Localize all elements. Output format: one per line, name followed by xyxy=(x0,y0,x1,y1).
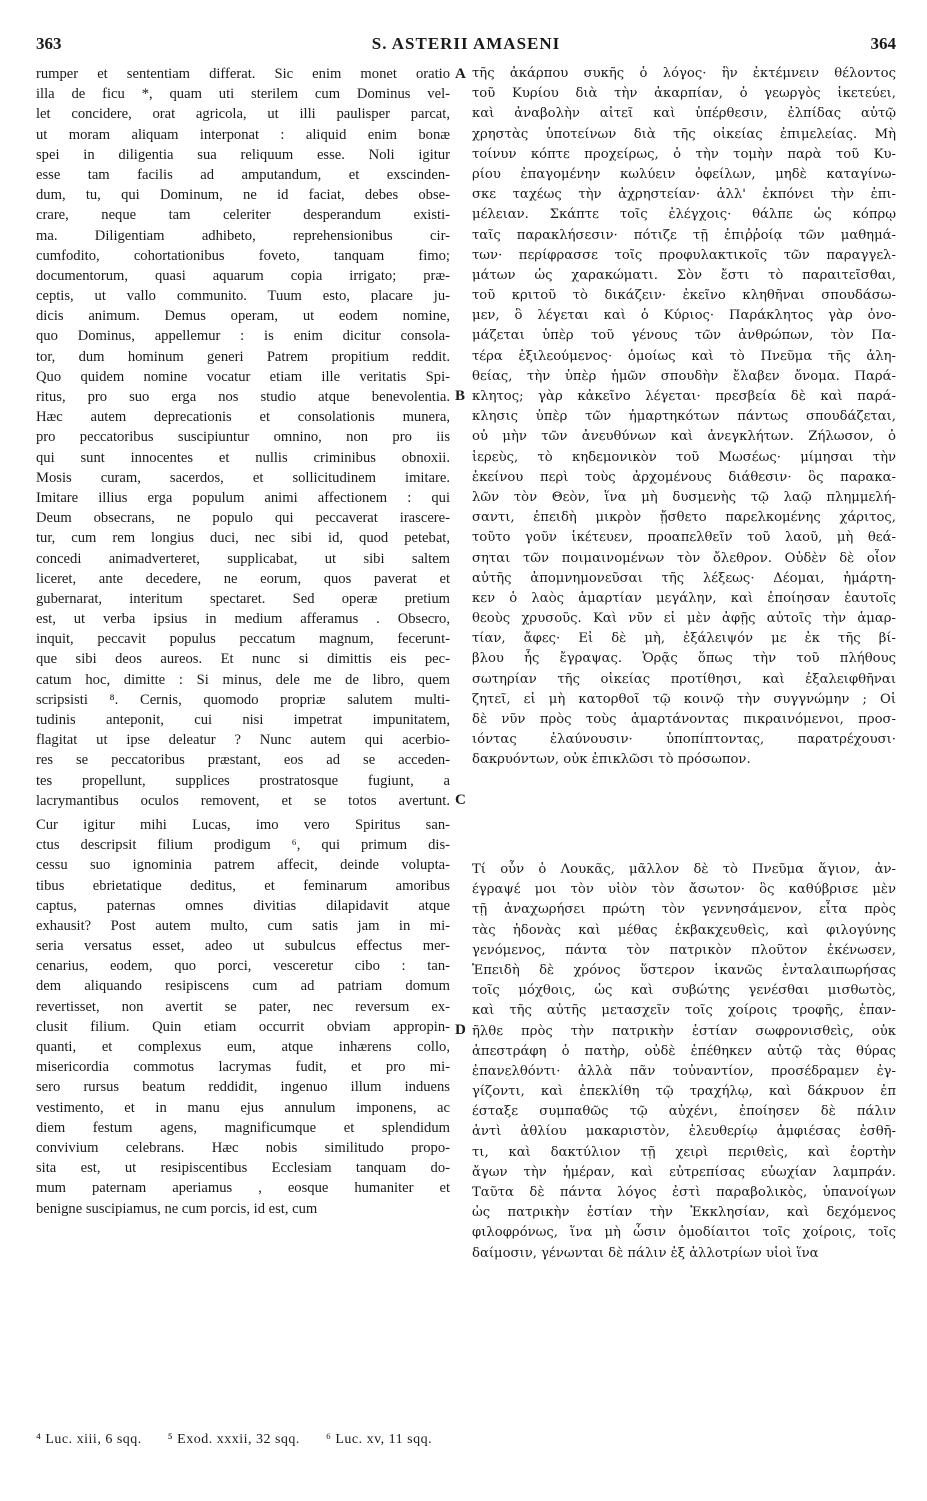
page-header xyxy=(36,30,896,56)
text-line: mum paternam aperiamus , eosque humaniter et xyxy=(36,1180,450,1197)
text-line: crare, neque tam celeriter desperandum existi- xyxy=(36,207,450,224)
greek-column-continued xyxy=(472,860,896,1264)
text-line: σαντι, ἐπειδὴ μικρὸν ᾔσθετο παρελκομένης χάριτος, xyxy=(472,510,896,526)
text-line: κλησις ὑπὲρ τῶν ἡμαρτηκότων πάντως σπουδάζεται, xyxy=(472,409,896,425)
text-line: exhausit? Post autem multo, cum satis jam in mi- xyxy=(36,917,450,934)
text-line: τῇ ἀναχωρήσει πρώτη τὸν γεννησάμενον, εἶτα πρὸς xyxy=(472,902,896,918)
text-line: misericordia commotus lacrymas fudit, et pro mi- xyxy=(36,1059,450,1076)
text-line: των· περίφρασσε τοῖς προφυλακτικοῖς τῶν παραγγελ- xyxy=(472,247,896,263)
text-line: ἀπεστράφη ὁ πατὴρ, οὐδὲ ἐπέθηκεν αὐτῷ τὰς θύρας xyxy=(472,1043,896,1059)
text-line: scripsisti ⁸. Cernis, quomodo propriæ salutem multi- xyxy=(36,691,450,708)
text-line: cenarius, eodem, quo porci, vesceretur cibo : tan- xyxy=(36,958,450,975)
greek-column xyxy=(472,64,896,771)
text-line: καὶ τῆς αὐτῆς μετασχεῖν τοῖς χοίροις τροφῆς, ἐπαν- xyxy=(472,1003,896,1019)
text-line: ρίου ἐπαγομένην κωλύειν ὀφείλων, μηδὲ καταγίνω- xyxy=(472,166,896,182)
text-line: spei in diligentia sua reliquum esse. Noli igitur xyxy=(36,146,450,163)
text-line: ritus, pro suo erga nos studio atque benevolentia. xyxy=(36,389,450,405)
text-line: gubernarat, interitum spectaret. Sed operæ pretium xyxy=(36,590,450,607)
text-line: ἐκείνου περὶ τοὺς ἀρχομένους διάθεσιν· ὃς παρακα- xyxy=(472,469,896,485)
text-line: τι, καὶ δακτύλιον τῇ χειρὶ περιθεὶς, καὶ ἑορτὴν xyxy=(472,1144,896,1160)
text-line: δαίμοσιν, γένωνται δὲ πάλιν ἐξ ἀλλοτρίων υἱοὶ ἵνα xyxy=(472,1245,819,1261)
text-line: cessu suo ignominia patrem affecit, deinde volupta- xyxy=(36,857,450,874)
text-line: Hæc autem deprecationis et consolationis munera, xyxy=(36,409,450,426)
text-line: tibus ebrietatique deditus, et feminarum amoribus xyxy=(36,877,450,894)
text-line: illa de ficu *, quam uti sterilem cum Dominus vel- xyxy=(36,86,450,103)
text-line: quo Dominus, appellemur : is enim dicitur consola- xyxy=(36,328,450,345)
text-line: Quo quidem nomine vocatur etiam ille veritatis Spi- xyxy=(36,368,450,385)
text-line: τοῦ κριτοῦ τὸ δικάζειν· ἐκεῖνο κληθῆναι σπουδάσω- xyxy=(472,288,896,304)
text-line: sero rursus beatum reddidit, ingenuo illum induens xyxy=(36,1079,450,1096)
text-line: δὲ νῦν πρὸς τοὺς ἁμαρτάνοντας πικραινόμενοι, προσ- xyxy=(472,712,896,727)
text-line: τοῦτο γοῦν ἱκέτευεν, προαπελθεῖν τοῦ λαοῦ, μὴ θεά- xyxy=(472,530,896,546)
text-line: tor, dum hominum generi Patrem propitium reddit. xyxy=(36,348,450,365)
text-line: rumper et sententiam differat. Sic enim monet oratio xyxy=(36,66,450,82)
text-line: dum, tu, qui Dominum, ne id faciat, debes obse- xyxy=(36,187,450,204)
text-line: captus, paternas omnes divitias dilapidavit atque xyxy=(36,897,450,914)
text-line: ὡς πατρικὴν ἑστίαν τὴν Ἐκκλησίαν, καὶ δεχόμενος xyxy=(472,1205,896,1221)
text-line: κλητος; γὰρ κἀκεῖνο λέγεται· πρεσβεία δὲ καὶ παρά- xyxy=(472,389,896,404)
footnotes xyxy=(36,1432,896,1448)
text-line: convivium celebrans. Hæc nobis similitudo propo- xyxy=(36,1139,450,1156)
footnote: ⁴ Luc. xiii, 6 sqq. xyxy=(36,1432,142,1447)
text-line: οὐ μὴν τῶν ἀνευθύνων καὶ ἀνεγκλήτων. Ζήλωσον, ὁ xyxy=(472,429,896,445)
text-line: καὶ ἀναβολὴν αἰτεῖ καὶ ὑπέρθεσιν, ἐλπίδας αὐτῷ xyxy=(472,106,896,122)
text-line: ceptis, ut vallo communito. Tuum esto, placare ju- xyxy=(36,288,450,305)
text-line: pro peccatoribus suscipiuntur omnino, non pro iis xyxy=(36,429,450,446)
text-line: τοῦ Κυρίου διὰ τὴν ἀκαρπίαν, ὁ γεωργὸς ἱκετεύει, xyxy=(472,86,896,102)
text-line: ctus descripsit filium prodigum ⁶, qui primum dis- xyxy=(36,837,450,854)
text-line: τίαν, ἄφες· Εἰ δὲ μὴ, ἐξάλειψόν με ἐκ τῆς βί- xyxy=(472,631,896,647)
text-line: ἄγων τὴν ἡμέραν, καὶ εὐτρεπίσας εὐωχίαν λαμπράν. xyxy=(472,1164,896,1180)
section-marker-a: A xyxy=(455,66,466,82)
section-marker-c: C xyxy=(455,792,466,808)
text-line: ζητεῖ, εἰ μὴ κατορθοῖ τῷ κοινῷ τὴν συγγνώμην ; Οἱ xyxy=(472,691,896,707)
text-line: Cur igitur mihi Lucas, imo vero Spiritus san- xyxy=(36,816,450,833)
text-line: τοίνυν κόπτε προχείρως, ὁ τὴν τομὴν παρὰ τοῦ Κυ- xyxy=(472,146,896,162)
text-line: έσταξε συμπαθῶς τῷ αὐχένι, ἐποίησεν δὲ πάλιν xyxy=(472,1104,896,1120)
text-line: liceret, ante decedere, ne eorum, quos paverat et xyxy=(36,570,450,587)
text-line: benigne suscipiamus, ne cum porcis, id est, cum xyxy=(36,1200,318,1217)
text-line: Ταῦτα δὲ πάντα λόγος ἐστὶ παραβολικὸς, ὑπανοίγων xyxy=(472,1185,896,1200)
latin-column xyxy=(36,64,450,1219)
text-line: φιλοφρόνως, ἵνα μὴ ὦσιν ὁμοδίαιτοι τοῖς χοίροις, τοῖς xyxy=(472,1225,896,1241)
text-line: qui sunt innocentes et nullis criminibus obnoxii. xyxy=(36,449,450,466)
text-line: μάζεται ὑπὲρ τοῦ γένους τῶν ἀνθρώπων, τὸν Πα- xyxy=(472,328,896,344)
text-line: σκε ταχέως τὴν ἀχρηστείαν· ἀλλ' ἐκπόνει τὴν ἐπι- xyxy=(472,187,896,203)
text-line: θείας, τὴν ὑπὲρ ἡμῶν σπουδὴν ἔλαβεν ὄνομα. Παρά- xyxy=(472,368,896,384)
text-line: ἀντὶ ἀθλίου μακαριστὸν, ἐλευθερίῳ ἀμφιέσας ἐσθῆ- xyxy=(472,1124,896,1140)
text-line: χρηστὰς ὑποτείνων διὰ τῆς οἰκείας ἐπιμελείας. Μὴ xyxy=(472,126,896,142)
text-line: γίζοντι, καὶ ἐπεκλίθη τῷ τραχήλῳ, καὶ δάκρυον ἐπ xyxy=(472,1084,896,1100)
text-line: res se peccatoribus præstant, eos ad se acceden- xyxy=(36,752,450,769)
text-line: ταῖς παρακλήσεσιν· πότιζε τῇ ἐπιῤῥοίᾳ τῶν μαθημά- xyxy=(472,227,896,243)
text-line: αὐτῆς ἀπομνημονεῦσαι τῆς λέξεως· Δέομαι, ἡμάρτη- xyxy=(472,570,896,586)
text-line: Deum obsecrans, ne populo qui peccaverat irascere- xyxy=(36,510,450,527)
text-line: seria versatus esset, adeo ut subulcus effectus mer- xyxy=(36,938,450,955)
text-line: Imitare illius erga populum animi affectionem : qui xyxy=(36,489,450,506)
footnote: ⁶ Luc. xv, 11 sqq. xyxy=(325,1432,433,1447)
text-line: dem aliquando resipiscens cum ad patriam domum xyxy=(36,978,450,995)
text-line: documentorum, quasi aquarum copia irrigato; præ- xyxy=(36,267,450,284)
footnote: ⁵ Exod. xxxii, 32 sqq. xyxy=(167,1432,300,1447)
text-line: tes propellunt, supplices prostratosque fugiunt, a xyxy=(36,772,450,789)
text-line: que sibi deos aureos. Et nunc si dimittis eis pec- xyxy=(36,651,450,668)
text-line: ἱερεὺς, τὸ κηδεμονικὸν τοῦ Μωσέως· μίμησαι τὴν xyxy=(472,449,896,465)
text-line: ma. Diligentiam adhibeto, reprehensionibus cir- xyxy=(36,227,450,244)
text-line: τὰς ἡδονὰς καὶ μέθας ἐκβακχευθεὶς, καὶ φιλογύνης xyxy=(472,922,896,938)
text-line: tudinis anteponit, cui nisi impetrat impunitatem, xyxy=(36,712,450,728)
text-line: inquit, peccavit populus peccatum magnum, fecerunt- xyxy=(36,631,450,648)
text-line: catum hoc, dimitte : Si minus, dele me de libro, quem xyxy=(36,671,450,688)
page-number-left: 363 xyxy=(36,34,62,53)
text-line: θεοὺς χρυσοῦς. Καὶ νῦν εἰ μὲν ἀφῇς αὐτοῖς τὴν ἁμαρ- xyxy=(472,611,896,627)
running-title: S. ASTERII AMASENI xyxy=(371,34,561,53)
text-line: σωτηρίαν τῆς οἰκείας προτίθησι, καὶ ἐξαλειφθῆναι xyxy=(472,671,896,687)
text-line: let concidere, orat agricola, ut illi paulisper parcat, xyxy=(36,106,450,123)
text-line: revertisset, non avertit se pater, nec reversum ex- xyxy=(36,998,450,1015)
text-line: est, ut verba ipsius in medium afferamus . Obsecro, xyxy=(36,611,450,628)
text-line: vestimento, et in manu ejus annulum imponens, ac xyxy=(36,1099,450,1116)
text-line: μεν, ὃ λέγεται καὶ ὁ Κύριος· Παράκλητος γὰρ ὀνο- xyxy=(472,308,896,324)
section-marker-b: B xyxy=(455,388,466,404)
text-line: Mosis curam, sacerdos, et sollicitudinem imitare. xyxy=(36,469,450,486)
section-marker-d: D xyxy=(455,1022,466,1038)
text-line: ἐπανελθόντι· ἀλλὰ πᾶν τοὐναντίον, προσέδραμεν ἐγ- xyxy=(472,1063,896,1079)
text-line: flagitat ut ipse deleatur ? Nunc autem qui acerbio- xyxy=(36,732,450,749)
text-line: λῶν τὸν Θεὸν, ἵνα μὴ δυσμενὴς τῷ λαῷ πλημμελή- xyxy=(472,489,896,505)
text-line: τοῖς μόχθοις, ὡς καὶ συβώτης γενέσθαι μισθωτὸς, xyxy=(472,983,896,999)
page-number-right: 364 xyxy=(870,34,896,53)
text-line: ῆλθε πρὸς τὴν πατρικὴν ἑστίαν σωφρονισθεὶς, οὐκ xyxy=(472,1023,896,1039)
text-line: έγραψέ μοι τὸν υἱὸν τὸν ἄσωτον· ὃς καθύβρισε μὲν xyxy=(472,882,896,898)
text-line: κεν ὁ λαὸς ἁμαρτίαν μεγάλην, καὶ ἐποίησαν ἑαυτοῖς xyxy=(472,590,896,606)
text-line: concedi animadverteret, supplicabat, ut sibi saltem xyxy=(36,550,450,567)
text-line: lacrymantibus oculos removent, et se totos avertunt. xyxy=(36,792,450,809)
text-line: μέλειαν. Σκάπτε τοῖς ἐλέγχοις· θάλπε ὡς κόπρῳ xyxy=(472,207,896,223)
text-line: clusit filium. Quin etiam occurrit obviam appropin- xyxy=(36,1018,450,1035)
text-line: δακρυόντων, οὐκ ἐπικλῶσι τὸ πρόσωπον. xyxy=(472,752,751,768)
text-line: Ἐπειδὴ δὲ χρόνος ὕστερον ἱκανῶς ἐνταλαιπωρήσας xyxy=(472,962,896,978)
text-line: τέρα ἐξιλεούμενος· ὁμοίως καὶ τὸ Πνεῦμα τῆς ἀλη- xyxy=(472,348,896,364)
text-line: esse tam facilis ad amputandum, et exscinden- xyxy=(36,166,450,183)
text-line: μάτων ὡς χαρακώματι. Σὸν ἔστι τὸ παραιτεῖσθαι, xyxy=(472,267,896,283)
text-line: γενόμενος, πάντα τὸν πατρικὸν πλοῦτον ἐκένωσεν, xyxy=(472,942,896,958)
text-line: dicis animum. Demus operam, ut eodem nomine, xyxy=(36,308,450,325)
text-line: Τί οὖν ὁ Λουκᾶς, μᾶλλον δὲ τὸ Πνεῦμα ἅγιον, ἀν- xyxy=(472,862,896,877)
text-line: tur, cum rem longius duci, nec sibi id, quod petebat, xyxy=(36,530,450,547)
text-line: βλου ἧς ἔγραψας. Ὁρᾷς ὅπως τὴν τοῦ πλήθους xyxy=(472,651,896,667)
text-line: ut moram aliquam interponat : aliquid enim bonæ xyxy=(36,126,450,143)
text-line: cumfodito, cohortationibus foveto, tanquam fimo; xyxy=(36,247,450,264)
text-line: τῆς ἀκάρπου συκῆς ὁ λόγος· ἣν ἐκτέμνειν θέλοντος xyxy=(472,66,896,81)
text-line: ιόντας ἐλαύνουσιν· ὑποπίπτοντας, παρατρέχουσι· xyxy=(472,732,896,748)
text-line: σηται τῶν ποιμαινομένων τὸν ὄλεθρον. Οὐδὲν δὲ οἷον xyxy=(472,550,896,566)
text-line: sita est, ut resipiscentibus Ecclesiam tanquam do- xyxy=(36,1160,450,1177)
text-line: diem festum agens, magnificumque et splendidum xyxy=(36,1119,450,1136)
text-line: quanti, et complexus eum, atque inhærens collo, xyxy=(36,1039,450,1055)
